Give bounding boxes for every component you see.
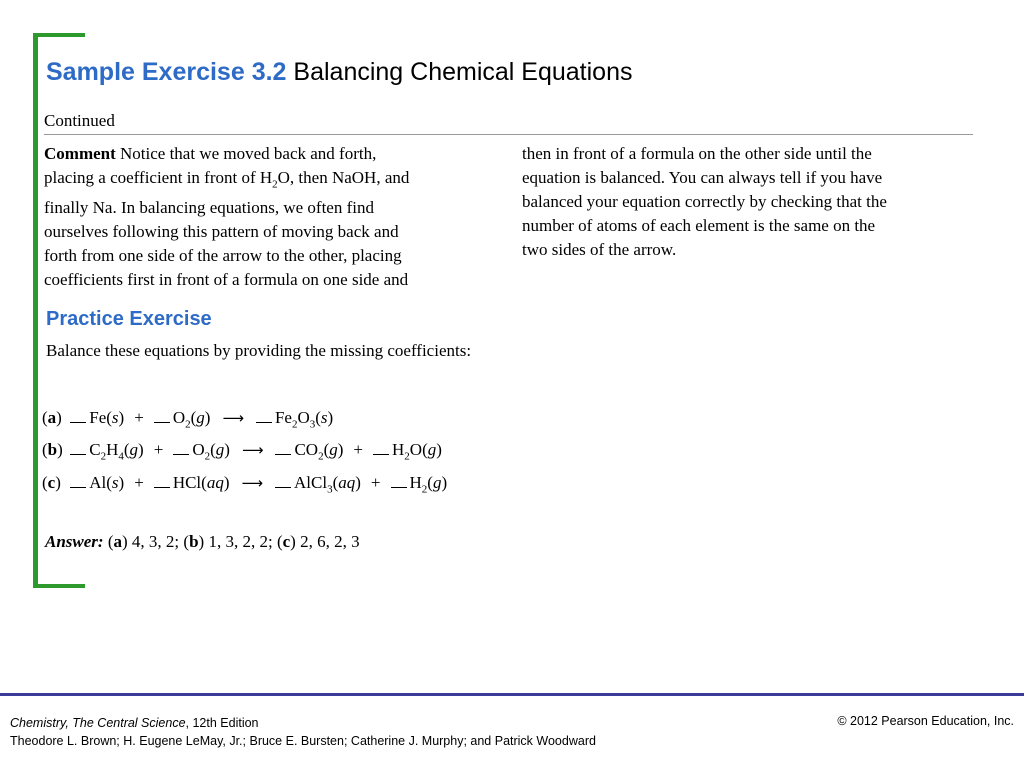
practice-instructions: Balance these equations by providing the missing coefficients: <box>46 341 472 360</box>
comment-line-5: forth from one side of the arrow to the other, placing <box>44 246 402 266</box>
equations-block <box>42 405 447 502</box>
exercise-name: Balancing Chemical Equations <box>293 58 633 86</box>
comment-line-1: Comment Notice that we moved back and forth, <box>44 144 377 163</box>
answer-letter-c: c <box>282 532 291 551</box>
comment-heading: Comment <box>44 144 116 163</box>
comment-line-2: placing a coefficient in front of $H_2O$, then NaOH, and <box>44 168 410 191</box>
footer-rule <box>0 693 1024 696</box>
comment-right-column <box>522 142 967 262</box>
equation-b: (b) $C_2H_4(g) + O_2(g)$ ⟶ $CO_2(g) + H_2O(g)$ <box>42 437 447 469</box>
footer-book-title: Chemistry, The Central Science <box>10 716 186 730</box>
coefficient-blank <box>70 475 86 488</box>
exercise-label: Sample Exercise 3.2 <box>46 58 287 86</box>
reaction-arrow-icon: ⟶ <box>241 473 263 492</box>
equation-a: (a) $Fe(s) + O_2(g)$ ⟶ $Fe_2O_3(s)$ <box>42 405 447 437</box>
coefficient-blank <box>275 475 291 488</box>
answer-values-a: 4, 3, 2; <box>131 532 180 551</box>
answer-letter-a: a <box>113 532 122 551</box>
coefficient-blank <box>275 442 291 455</box>
comment-line-11: two sides of the arrow. <box>522 240 677 259</box>
comment-line-7: then in front of a formula on the other side until the <box>522 144 872 163</box>
reaction-arrow-icon: ⟶ <box>241 441 264 460</box>
comment-line-9: balanced your equation correctly by checking that the <box>522 192 887 211</box>
comment-line-3: finally Na. In balancing equations, we often find <box>44 198 374 218</box>
coefficient-blank <box>154 410 170 423</box>
comment-left-column <box>44 142 484 292</box>
coefficient-blank <box>154 475 170 488</box>
footer-authors: Theodore L. Brown; H. Eugene LeMay, Jr.; Bruce E. Bursten; Catherine J. Murphy; and Patrick Woodward <box>10 734 596 748</box>
comment-line-8: equation is balanced. You can always tell if you have <box>522 168 883 187</box>
comment-line-6: coefficients first in front of a formula on one side and <box>44 270 409 290</box>
footer-book-line <box>10 714 596 732</box>
equation-letter-a: a <box>47 408 57 427</box>
coefficient-blank <box>173 442 189 455</box>
slide-title <box>46 58 633 87</box>
equation-letter-c: c <box>47 472 56 492</box>
footer-copyright: © 2012 Pearson Education, Inc. <box>837 714 1014 728</box>
footer-edition: , 12th Edition <box>185 716 259 730</box>
reaction-arrow-icon: ⟶ <box>222 409 244 427</box>
answer-letter-b: b <box>189 532 199 551</box>
coefficient-blank <box>70 410 86 423</box>
equation-letter-b: b <box>47 440 58 460</box>
answer-values-b: 1, 3, 2, 2; <box>208 532 273 551</box>
practice-heading: Practice Exercise <box>46 308 212 330</box>
answer-line: Answer: (a) 4, 3, 2; (b) 1, 3, 2, 2; (c) 2, 6, 2, 3 <box>45 532 360 551</box>
footer-citation <box>10 714 596 750</box>
continued-label: Continued <box>44 111 115 130</box>
comment-line-4: ourselves following this pattern of moving back and <box>44 222 399 242</box>
coefficient-blank <box>373 442 389 455</box>
coefficient-blank <box>391 475 407 488</box>
answer-values-c: 2, 6, 2, 3 <box>300 532 360 551</box>
divider-rule <box>44 134 973 135</box>
answer-label: Answer: <box>45 532 104 551</box>
comment-line-10: number of atoms of each element is the same on the <box>522 216 876 235</box>
coefficient-blank <box>256 410 272 423</box>
coefficient-blank <box>70 442 86 455</box>
equation-c: (c) Al(s) + HCl(aq) ⟶ AlCl$_3$(aq) + $H_2(g)$ <box>42 470 447 502</box>
